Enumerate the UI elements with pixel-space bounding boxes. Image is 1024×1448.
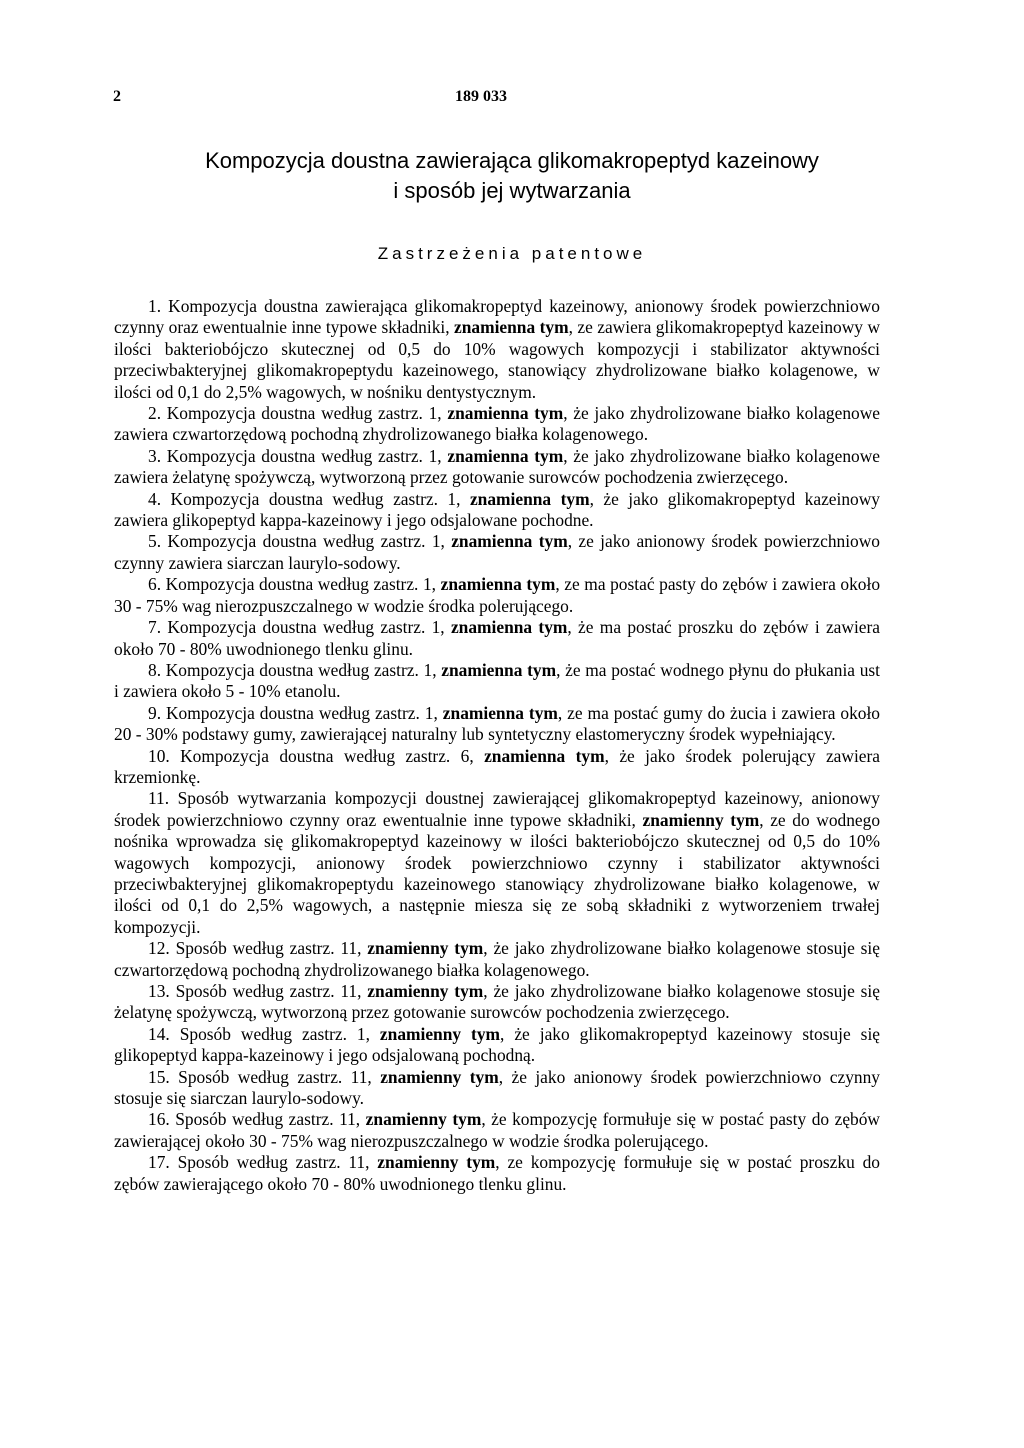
claim-characterizing-phrase: znamienna tym [447,403,564,424]
claim-characterizing-phrase: znamienny tym [367,981,484,1001]
claim-text: 6. Kompozycja doustna według zastrz. 1, [148,574,441,595]
claim-text: 14. Sposób według zastrz. 1, [148,1023,380,1044]
claim-text: , ze kompozycję formułuje się w postać proszku do zębów zawierającego około 70 - 80% uwodnionego tlenku glinu. [114,1152,881,1194]
claim-4 [114,489,880,532]
claim-characterizing-phrase: znamienna tym [451,531,568,552]
claim-10 [114,746,880,789]
claim-characterizing-phrase: znamienny tym [379,1023,501,1044]
claim-characterizing-phrase: znamienna tym [447,445,564,466]
claim-text: 8. Kompozycja doustna według zastrz. 1, [148,659,442,680]
claim-text: , że kompozycję formułuje się w postać pasty do zębów zawierającej około 30 - 75% wag nierozpuszczalnego w wodzie środka polerującego. [114,1109,880,1151]
claim-text: , ze do wodnego nośnika wprowadza się glikomakropeptyd kazeinowy w ilości bakteriobójczo skutecznej od 0,5 do 10% wagowych kompozycji, anionowy środek powierzchniowo czynny i stabilizator aktywności przeciwbakteryjnej glikomakropeptydu kazeinowego stanowiący zhydrolizowane białko kolagenowe, w ilości od 0,1 do 2,5% wagowych, a następnie miesza się ze sobą składniki z wytworzeniem trwałej kompozycji. [114,809,881,937]
claim-text: , że jako zhydrolizowane białko kolagenowe stosuje się czwartorzędową pochodną zhydrolizowanego białka kolagenowego. [114,938,880,980]
title-line-1: Kompozycja doustna zawierająca glikomakropeptyd kazeinowy [205,148,819,173]
claim-text: 1. Kompozycja doustna zawierająca glikomakropeptyd kazeinowy, anionowy środek powierzchniowo czynny oraz ewentualnie inne typowe składniki, [114,296,880,338]
claim-8 [114,660,880,703]
claim-text: , ze zawiera glikomakropeptyd kazeinowy w ilości bakteriobójczo skutecznej od 0,5 do 10% wagowych kompozycji i stabilizator aktywności przeciwbakteryjnej glikomakropeptydu kazeinowego, stanowiący zhydrolizowane białko kolagenowe, w ilości od 0,1 do 2,5% wagowych, w nośniku dentystycznym. [114,317,880,402]
claim-characterizing-phrase: znamienny tym [642,809,760,830]
claim-text: , że jako środek polerujący zawiera krzemionkę. [114,745,881,787]
claim-7 [114,617,880,660]
claim-text: , ze ma postać pasty do zębów i zawiera około 30 - 75% wag nierozpuszczalnego w wodzie środka polerującego. [114,574,881,616]
claim-characterizing-phrase: znamienna tym [440,574,556,595]
claim-text: 2. Kompozycja doustna według zastrz. 1, [148,403,448,424]
claim-text: , że jako anionowy środek powierzchniowo czynny stosuje się siarczan laurylo-sodowy. [114,1066,880,1109]
claim-text: 13. Sposób według zastrz. 11, [148,981,368,1001]
claim-text: 15. Sposób według zastrz. 11, [148,1066,381,1087]
section-heading: Zastrzeżenia patentowe [377,244,647,263]
claim-text: , że jako glikomakropeptyd kazeinowy stosuje się glikopeptyd kappa-kazeinowy i jego odsjalowaną pochodną. [114,1023,881,1066]
claim-text: 5. Kompozycja doustna według zastrz. 1, [148,531,452,552]
claim-text: 17. Sposób według zastrz. 11, [148,1152,378,1173]
claim-characterizing-phrase: znamienny tym [380,1066,499,1087]
claims-list [114,296,880,1195]
claim-text: , ze jako anionowy środek powierzchniowo czynny zawiera siarczan laurylo-sodowy. [114,531,880,573]
claim-text: , że ma postać proszku do zębów i zawiera około 70 - 80% uwodnionego tlenku glinu. [114,617,881,659]
claim-text: 3. Kompozycja doustna według zastrz. 1, [148,445,448,466]
claim-characterizing-phrase: znamienny tym [365,1109,482,1130]
claim-9 [114,703,880,746]
title-line-2: i sposób jej wytwarzania [393,178,631,203]
claim-13 [114,981,880,1024]
claim-text: , że jako zhydrolizowane białko kolagenowe zawiera żelatynę spożywczą, wytworzoną przez gotowanie surowców pochodzenia zwierzęcego. [114,445,880,488]
claim-12 [114,938,880,981]
claim-text: 10. Kompozycja doustna według zastrz. 6, [148,745,485,766]
claim-text: 7. Kompozycja doustna według zastrz. 1, [148,617,451,638]
claim-characterizing-phrase: znamienna tym [454,317,569,338]
claim-15 [114,1067,880,1110]
claim-characterizing-phrase: znamienna tym [484,745,605,766]
claim-characterizing-phrase: znamienna tym [441,659,557,680]
claim-text: , ze ma postać gumy do żucia i zawiera około 20 - 30% podstawy gumy, zawierającej naturalny lub syntetyczny elastomeryczny środek wypełniający. [114,702,881,745]
claim-text: 12. Sposób według zastrz. 11, [148,938,368,959]
claim-5 [114,531,880,574]
patent-number: 189 033 [455,88,507,105]
claim-text: 9. Kompozycja doustna według zastrz. 1, [148,702,443,723]
claim-text: 4. Kompozycja doustna według zastrz. 1, [148,488,470,509]
claim-3 [114,446,880,489]
claim-text: , że jako glikomakropeptyd kazeinowy zawiera glikopeptyd kappa-kazeinowy i jego odsjalowane pochodne. [114,488,880,531]
claim-2 [114,403,880,446]
claim-text: , że jako zhydrolizowane białko kolagenowe zawiera czwartorzędową pochodną zhydrolizowanego białka kolagenowego. [114,403,880,445]
claim-text: 11. Sposób wytwarzania kompozycji doustnej zawierającej glikomakropeptyd kazeinowy, anionowy środek powierzchniowo czynny oraz ewentualnie inne typowe składniki, [114,788,880,830]
claim-text: 16. Sposób według zastrz. 11, [148,1109,366,1130]
claim-6 [114,574,880,617]
claim-1 [114,296,880,403]
claim-17 [114,1152,880,1195]
claim-16 [114,1109,880,1152]
claim-text: , że jako zhydrolizowane białko kolagenowe stosuje się żelatynę spożywczą, wytworzoną przez gotowanie surowców pochodzenia zwierzęcego. [114,981,880,1023]
claim-characterizing-phrase: znamienna tym [442,702,558,723]
claim-characterizing-phrase: znamienny tym [367,938,484,959]
claim-text: , że ma postać wodnego płynu do płukania ust i zawiera około 5 - 10% etanolu. [114,659,880,702]
page-number: 2 [113,88,121,105]
claim-11 [114,788,880,938]
claim-characterizing-phrase: znamienny tym [377,1152,496,1173]
claim-characterizing-phrase: znamienna tym [469,488,590,509]
claim-characterizing-phrase: znamienna tym [450,617,568,638]
document-title [100,146,924,206]
claim-14 [114,1024,880,1067]
